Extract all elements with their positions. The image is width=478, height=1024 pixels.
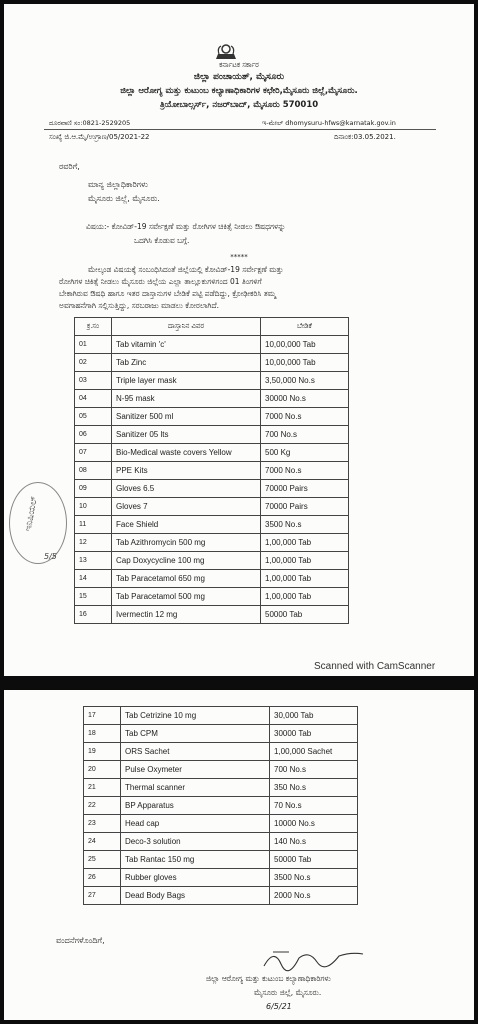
header-cell: ಕ್ರ.ಸಂ [75, 318, 112, 336]
item-cell: Sanitizer 05 lts [112, 426, 261, 444]
serial-cell: 23 [84, 815, 121, 833]
stamp-date: 5/5 [44, 552, 57, 561]
item-cell: N-95 mask [112, 390, 261, 408]
item-cell: Cap Doxycycline 100 mg [112, 552, 261, 570]
table-row [84, 797, 358, 815]
body-line-2: ರೋಗಿಗಳ ಚಿಕಿತ್ಸೆ ನೀಡಲು ಮೈಸೂರು ಜಿಲ್ಲೆಯ ಎಲ್ಲಾ ತಾಲ್ಲೂಕುಗಳಿಗಂದ 01 ತಿಂಗಳಿಗೆ [59, 277, 262, 286]
serial-cell: 07 [75, 444, 112, 462]
quantity-cell: 7000 No.s [261, 462, 349, 480]
item-cell: Tab Azithromycin 500 mg [112, 534, 261, 552]
quantity-cell: 50000 Tab [261, 606, 349, 624]
quantity-cell: 10,00,000 Tab [261, 336, 349, 354]
table-row [75, 390, 349, 408]
signatory-district: ಮೈಸೂರು ಜಿಲ್ಲೆ, ಮೈಸೂರು. [254, 988, 322, 997]
item-cell: Gloves 6.5 [112, 480, 261, 498]
quantity-cell: 3500 No.s [270, 869, 358, 887]
item-cell: BP Apparatus [121, 797, 270, 815]
serial-cell: 25 [84, 851, 121, 869]
item-cell: Rubber gloves [121, 869, 270, 887]
quantity-cell: 3500 No.s [261, 516, 349, 534]
serial-cell: 01 [75, 336, 112, 354]
body-line-1: ಮೇಲ್ಕಂಡ ವಿಷಯಕ್ಕೆ ಸಂಬಂಧಿಸಿದಂತೆ ಜಿಲ್ಲೆಯಲ್ಲಿ ಕೋವಿಡ್-19 ಸರ್ವೇಕ್ಷಣೆ ಮತ್ತು [88, 265, 284, 274]
item-cell: Tab CPM [121, 725, 270, 743]
body-line-4: ಅವಗಾಹನೆಗಾಗಿ ಸಲ್ಲಿಸುತ್ತಿದ್ದು, ಸರಬರಾಜು ಮಾಡಲು ಕೋರಲಾಗಿದೆ. [59, 301, 219, 310]
item-cell: Tab Rantac 150 mg [121, 851, 270, 869]
quantity-cell: 10,00,000 Tab [261, 354, 349, 372]
subject-line-2: ಒದಗಿಸಿ ಕೊಡುವ ಬಗ್ಗೆ. [134, 236, 190, 245]
officer-signature [259, 946, 369, 976]
item-cell: Thermal scanner [121, 779, 270, 797]
quantity-cell: 1,00,000 Tab [261, 552, 349, 570]
serial-cell: 05 [75, 408, 112, 426]
serial-cell: 24 [84, 833, 121, 851]
separator: ***** [230, 253, 248, 261]
reference-number: ಸಂಖ್ಯೆ ಜಿ.ಆ.ಮೈ/ಉಗ್ರಾಣ/05/2021-22 [49, 133, 150, 141]
quantity-cell: 2000 No.s [270, 887, 358, 905]
quantity-cell: 500 Kg [261, 444, 349, 462]
serial-cell: 22 [84, 797, 121, 815]
serial-cell: 14 [75, 570, 112, 588]
signatory-designation: ಜಿಲ್ಲಾ ಆರೋಗ್ಯ ಮತ್ತು ಕುಟುಂಬ ಕಲ್ಯಾಣಾಧಿಕಾರಿಗಳು [206, 974, 331, 983]
serial-cell: 06 [75, 426, 112, 444]
table-row [84, 761, 358, 779]
table-row [84, 725, 358, 743]
serial-cell: 21 [84, 779, 121, 797]
closing: ವಂದನೆಗಳೊಂದಿಗೆ, [56, 936, 105, 945]
item-cell: Deco-3 solution [121, 833, 270, 851]
quantity-cell: 350 No.s [270, 779, 358, 797]
table-row [84, 779, 358, 797]
quantity-cell: 30,000 Tab [270, 707, 358, 725]
serial-cell: 27 [84, 887, 121, 905]
quantity-cell: 700 No.s [270, 761, 358, 779]
serial-cell: 15 [75, 588, 112, 606]
quantity-cell: 1,00,000 Tab [261, 570, 349, 588]
serial-cell: 02 [75, 354, 112, 372]
item-cell: Gloves 7 [112, 498, 261, 516]
body-line-3: ಬೇಕಾಗಿರುವ ಔಷಧಿ ಹಾಗೂ ಇತರ ದಾಸ್ತಾನುಗಳ ಬೇಡಿಕೆ ಪಟ್ಟಿ ಪಡೆದಿದ್ದು, ಕ್ರೋಢೀಕರಿಸಿ ತಮ್ಮ [59, 289, 276, 298]
quantity-cell: 30000 Tab [270, 725, 358, 743]
table-row [84, 743, 358, 761]
panchayat-title: ಜಿಲ್ಲಾ ಪಂಚಾಯತ್, ಮೈಸೂರು [193, 72, 285, 82]
item-cell: Tab Paracetamol 500 mg [112, 588, 261, 606]
addressee-title: ಮಾನ್ಯ ಜಿಲ್ಲಾಧಿಕಾರಿಗಳು [88, 180, 148, 189]
quantity-cell: 10000 No.s [270, 815, 358, 833]
table-header-row [75, 318, 349, 336]
table-row [75, 498, 349, 516]
quantity-cell: 50000 Tab [270, 851, 358, 869]
office-title: ಜಿಲ್ಲಾ ಆರೋಗ್ಯ ಮತ್ತು ಕುಟುಂಬ ಕಲ್ಯಾಣಾಧಿಕಾರಿಗಳ ಕಛೇರಿ,ಮೈಸೂರು ಜಿಲ್ಲೆ,ಮೈಸೂರು. [120, 86, 358, 96]
table-row [75, 408, 349, 426]
office-address: ತ್ರಿಯೋಬಾಲ್ಸರ್ಸ್, ನಜರ್‌ಬಾದ್, ಮೈಸೂರು 570010 [159, 100, 319, 110]
table-row [84, 815, 358, 833]
serial-cell: 04 [75, 390, 112, 408]
table-row [75, 372, 349, 390]
table-row [75, 336, 349, 354]
table-row [84, 851, 358, 869]
item-cell: Head cap [121, 815, 270, 833]
item-cell: PPE Kits [112, 462, 261, 480]
quantity-cell: 3,50,000 No.s [261, 372, 349, 390]
quantity-cell: 700 No.s [261, 426, 349, 444]
requirements-table-continued [83, 706, 358, 905]
item-cell: Sanitizer 500 ml [112, 408, 261, 426]
signature-date: 6/5/21 [266, 1002, 292, 1011]
item-cell: Triple layer mask [112, 372, 261, 390]
table-row [75, 444, 349, 462]
addressee-place: ಮೈಸೂರು ಜಿಲ್ಲೆ, ಮೈಸೂರು. [88, 194, 160, 203]
quantity-cell: 70 No.s [270, 797, 358, 815]
table-row [75, 534, 349, 552]
serial-cell: 10 [75, 498, 112, 516]
table-row [84, 887, 358, 905]
email-address: ಇ-ಮೇಲ್ dhomysuru-hfws@karnatak.gov.in [262, 119, 396, 127]
item-cell: Ivermectin 12 mg [112, 606, 261, 624]
serial-cell: 20 [84, 761, 121, 779]
letter-date: ದಿನಾಂಕ:03.05.2021. [334, 133, 396, 141]
serial-cell: 18 [84, 725, 121, 743]
phone-number: ದೂರವಾಣಿ ಸಂ:0821-2529205 [49, 119, 131, 127]
camscanner-watermark: Scanned with CamScanner [314, 661, 436, 672]
table-row [75, 480, 349, 498]
govt-title: ಕರ್ನಾಟಕ ಸರ್ಕಾರ [219, 61, 259, 69]
table-row [84, 869, 358, 887]
table-row [75, 462, 349, 480]
serial-cell: 09 [75, 480, 112, 498]
office-stamp [9, 482, 67, 564]
header-divider [44, 129, 436, 130]
table-row [75, 588, 349, 606]
table-row [75, 606, 349, 624]
stamp-text: ಇನಿಷಿಯಲ್ [23, 495, 40, 533]
header-cell: ಬೇಡಿಕೆ [261, 318, 349, 336]
quantity-cell: 1,00,000 Tab [261, 588, 349, 606]
serial-cell: 16 [75, 606, 112, 624]
quantity-cell: 70000 Pairs [261, 480, 349, 498]
table-row [84, 833, 358, 851]
item-cell: Dead Body Bags [121, 887, 270, 905]
serial-cell: 03 [75, 372, 112, 390]
document-page-1 [4, 4, 474, 676]
item-cell: Face Shield [112, 516, 261, 534]
item-cell: Bio-Medical waste covers Yellow [112, 444, 261, 462]
serial-cell: 26 [84, 869, 121, 887]
table-row [84, 707, 358, 725]
item-cell: Pulse Oxymeter [121, 761, 270, 779]
subject-line-1: ವಿಷಯ:- ಕೋವಿಡ್-19 ಸರ್ವೇಕ್ಷಣೆ ಮತ್ತು ರೋಗಿಗಳ ಚಿಕಿತ್ಸೆ ನೀಡಲು ಔಷಧಗಳನ್ನು [86, 222, 286, 231]
quantity-cell: 1,00,000 Sachet [270, 743, 358, 761]
serial-cell: 11 [75, 516, 112, 534]
quantity-cell: 30000 No.s [261, 390, 349, 408]
quantity-cell: 7000 No.s [261, 408, 349, 426]
serial-cell: 19 [84, 743, 121, 761]
serial-cell: 17 [84, 707, 121, 725]
state-emblem-icon [213, 42, 239, 60]
quantity-cell: 70000 Pairs [261, 498, 349, 516]
requirements-table [74, 317, 349, 624]
item-cell: Tab Zinc [112, 354, 261, 372]
table-row [75, 552, 349, 570]
quantity-cell: 140 No.s [270, 833, 358, 851]
serial-cell: 08 [75, 462, 112, 480]
table-row [75, 426, 349, 444]
document-page-2 [4, 690, 474, 1020]
letter-to: ರವರಿಗೆ, [59, 162, 80, 171]
item-cell: Tab Cetrizine 10 mg [121, 707, 270, 725]
table-row [75, 354, 349, 372]
item-cell: ORS Sachet [121, 743, 270, 761]
quantity-cell: 1,00,000 Tab [261, 534, 349, 552]
table-row [75, 570, 349, 588]
item-cell: Tab Paracetamol 650 mg [112, 570, 261, 588]
table-row [75, 516, 349, 534]
serial-cell: 13 [75, 552, 112, 570]
serial-cell: 12 [75, 534, 112, 552]
header-cell: ದಾಸ್ತಾನಿನ ವಿವರ [112, 318, 261, 336]
item-cell: Tab vitamin 'c' [112, 336, 261, 354]
